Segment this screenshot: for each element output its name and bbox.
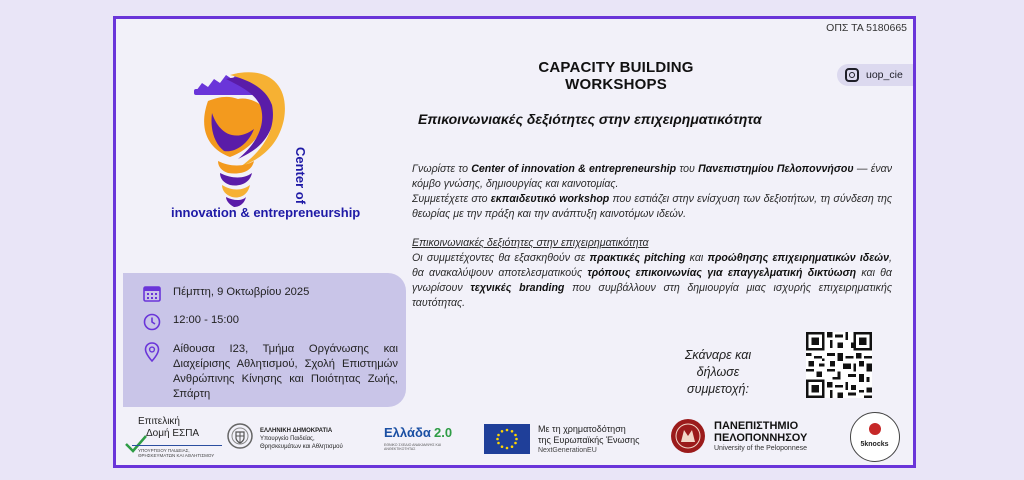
university-seal-icon: [670, 418, 706, 454]
section-paragraph: Οι συμμετέχοντες θα εξασκηθούν σε πρακτικές pitching και προώθησης επιχειρηματικών ιδεών, θα ανακαλύψουν αποτελεσματικούς τρόπους επικοινωνίας για επαγγελματική δικτύωση και θα γνωρίσουν τεχνικές branding που συμβάλλουν στη δημιουργία μιας ισχυρής επιχειρηματικής ταυτότητας.: [412, 252, 892, 309]
flyer-frame: [113, 16, 916, 468]
university-logo: ΠΑΝΕΠΙΣΤΗΜΙΟ ΠΕΛΟΠΟΝΝΗΣΟΥ University of the Peloponnese: [670, 418, 830, 458]
clock-icon: [143, 313, 161, 331]
logo-text: innovation & entrepreneurship: [171, 205, 361, 220]
section-heading: Επικοινωνιακές δεξιότητες στην επιχειρηματικότητα: [412, 237, 649, 249]
cie-logo-icon: [168, 49, 368, 229]
greek-emblem-icon: [226, 422, 254, 450]
greece-2-0-logo: Ελλάδα 2.0 ΕΘΝΙΚΟ ΣΧΕΔΙΟ ΑΝΑΚΑΜΨΗΣ ΚΑΙ ΑΝΘΕΚΤΙΚΟΤΗΤΑΣ: [384, 425, 453, 451]
event-time-row: [143, 313, 239, 331]
event-location: Αίθουσα Ι23, Τμήμα Οργάνωσης και Διαχείρισης Αθλητισμού, Σχολή Επιστημών Ανθρώπινης Κίνησης και Ποιότητας Ζωής, Σπάρτη: [173, 343, 398, 400]
intro-paragraph-1: Γνωρίστε το Center of innovation & entrepreneurship του Πανεπιστημίου Πελοποννήσου — έναν κόμβο γνώσης, δημιουργίας και καινοτομίας.: [412, 163, 893, 190]
page-subtitle: Επικοινωνιακές δεξιότητες στην επιχειρηματικότητα: [418, 111, 762, 127]
title-line-1: CAPACITY BUILDING: [538, 59, 694, 76]
instagram-badge[interactable]: [837, 64, 913, 86]
intro-paragraph-2: Συμμετέχετε στο εκπαιδευτικό workshop που εστιάζει στην ενίσχυση των δεξιοτήτων, τη σύνδεση της θεωρίας με την πράξη και την ανάπτυξη καινοτόμων ιδεών.: [412, 193, 893, 220]
knock-icon: [868, 422, 882, 436]
espa-logo: Επιτελική Δομή ΕΣΠΑ ΥΠΟΥΡΓΕΙΟΥ ΠΑΙΔΕΙΑΣ, ΘΡΗΣΚΕΥΜΑΤΩΝ ΚΑΙ ΑΘΛΗΤΙΣΜΟΥ: [124, 416, 224, 464]
qr-code-icon[interactable]: [806, 332, 872, 398]
page-title: [486, 59, 746, 93]
instagram-handle: uop_cie: [866, 69, 903, 81]
5knocks-logo: 5knocks: [850, 412, 900, 462]
title-line-2: WORKSHOPS: [565, 76, 667, 93]
event-date: Πέμπτη, 9 Οκτωβρίου 2025: [173, 286, 310, 298]
ops-code: ΟΠΣ ΤΑ 5180665: [826, 22, 907, 34]
calendar-icon: [143, 285, 161, 302]
eu-funding-logo: Με τη χρηματοδότηση της Ευρωπαϊκής Ένωσης NextGenerationEU: [484, 424, 664, 456]
description: [412, 162, 892, 311]
instagram-icon: [845, 68, 859, 82]
event-location-row: [143, 342, 398, 402]
footer-logos: [116, 412, 913, 468]
event-date-row: [143, 285, 309, 302]
event-info-panel: [123, 273, 406, 407]
qr-label: Σκάναρε και δήλωσε συμμετοχή:: [684, 348, 752, 396]
location-pin-icon: [144, 342, 160, 362]
event-time: 12:00 - 15:00: [173, 314, 239, 326]
eu-flag-icon: [484, 424, 530, 454]
greek-government-logo: ΕΛΛΗΝΙΚΗ ΔΗΜΟΚΡΑΤΙΑ Υπουργείο Παιδείας, Θρησκευμάτων και Αθλητισμού: [226, 422, 356, 462]
logo-vertical-text: Center of: [293, 147, 308, 205]
